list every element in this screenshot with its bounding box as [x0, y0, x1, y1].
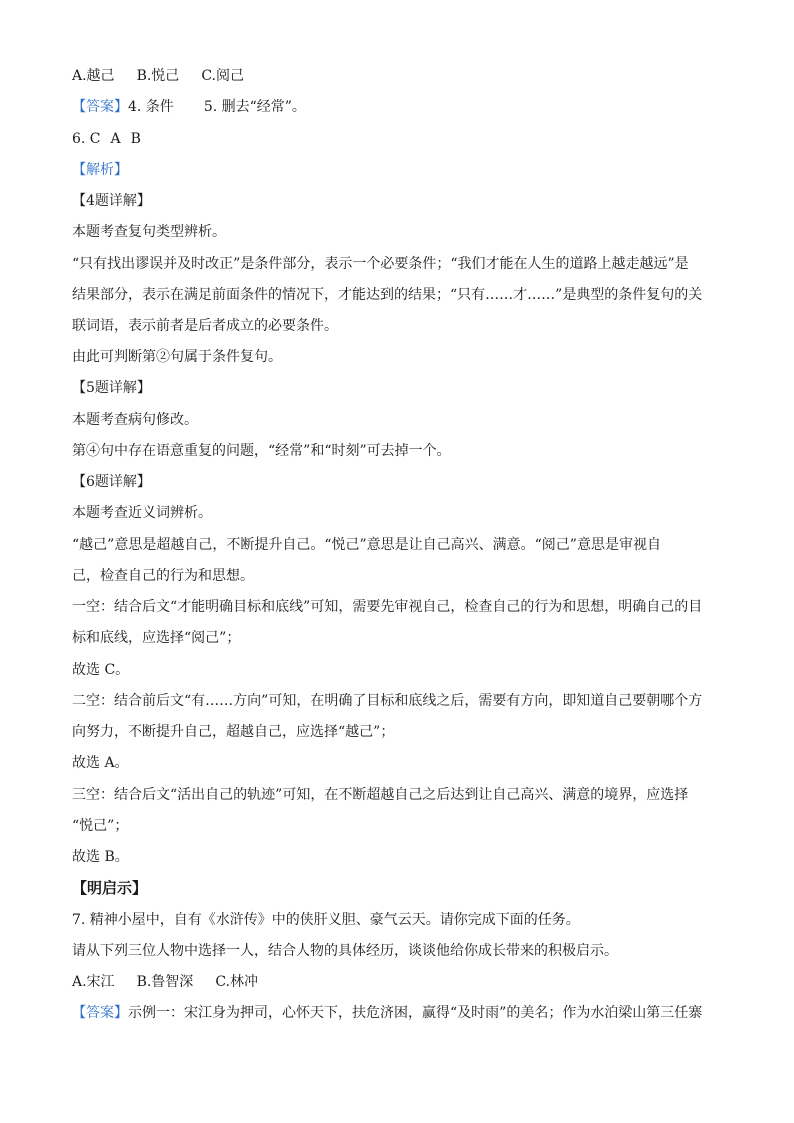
paragraph-line: 一空：结合后文“才能明确目标和底线”可知，需要先审视自己，检查自己的行为和思想，明确自己的目 — [72, 599, 703, 615]
option-b: B.鲁智深 — [136, 974, 194, 990]
option-c: C.阅己 — [201, 68, 244, 84]
option-c: C.林冲 — [215, 974, 258, 990]
paragraph-line: 本题考查复句类型辨析。 — [72, 224, 226, 240]
question-7-prompt: 请从下列三位人物中选择一人，结合人物的具体经历，谈谈他给你成长带来的积极启示。 — [72, 943, 618, 959]
paragraph-line: 标和底线，应选择“阅己”； — [72, 630, 241, 646]
paragraph-line: 故选 A。 — [72, 755, 129, 771]
options-line-1 — [72, 66, 732, 86]
paragraph-line: 三空：结合后文“活出自己的轨迹”可知，在不断超越自己之后达到让自己高兴、满意的境界，应选择 — [72, 787, 689, 803]
paragraph-line: 由此可判断第②句属于条件复句。 — [72, 349, 282, 365]
paragraph-line: 本题考查病句修改。 — [72, 412, 198, 428]
answer-6-2: A — [110, 131, 121, 147]
paragraph-line: 故选 B。 — [72, 849, 129, 865]
answer-6-1: 6. C — [72, 131, 101, 147]
paragraph-line: “只有找出谬误并及时改正”是条件部分，表示一个必要条件；“我们才能在人生的道路上越走越远”是 — [72, 256, 689, 272]
answer-7-text: 示例一：宋江身为押司，心怀天下，扶危济困，赢得“及时雨”的美名；作为水泊梁山第三任寨 — [128, 1005, 703, 1021]
paragraph-line: 己，检查自己的行为和思想。 — [72, 568, 254, 584]
answer-4: 4. 条件 — [128, 99, 174, 115]
option-a: A.越己 — [72, 68, 115, 84]
options-line-2 — [72, 972, 732, 992]
answer-5: 5. 删去“经常”。 — [203, 99, 306, 115]
paragraph-line: 故选 C。 — [72, 662, 130, 678]
paragraph-line: 二空：结合前后文“有……方向”可知，在明确了目标和底线之后，需要有方向，即知道自己要朝哪个方 — [72, 693, 703, 709]
answer-line-1 — [72, 97, 732, 117]
question-7: 7. 精神小屋中，自有《水浒传》中的侠肝义胆、豪气云天。请你完成下面的任务。 — [72, 912, 580, 928]
option-a: A.宋江 — [72, 974, 115, 990]
answer-6-3: B — [130, 131, 141, 147]
answer-line-3 — [72, 1003, 732, 1023]
paragraph-line: 联词语，表示前者是后者成立的必要条件。 — [72, 318, 338, 334]
paragraph-line: 结果部分，表示在满足前面条件的情况下，才能达到的结果；“只有……才……”是典型的条件复句的关 — [72, 287, 703, 303]
q5-heading: 【5题详解】 — [72, 380, 151, 396]
paragraph-line: 本题考查近义词辨析。 — [72, 505, 212, 521]
paragraph-line: “越己”意思是超越自己，不断提升自己。“悦己”意思是让自己高兴、满意。“阅己”意思是审视自 — [72, 537, 661, 553]
analysis-tag: 【解析】 — [72, 162, 128, 178]
paragraph-line: 第④句中存在语意重复的问题，“经常”和“时刻”可去掉一个。 — [72, 443, 451, 459]
paragraph-line: 向努力，不断提升自己，超越自己，应选择“越己”； — [72, 724, 395, 740]
q6-heading: 【6题详解】 — [72, 474, 151, 490]
answer-tag: 【答案】 — [72, 99, 128, 115]
answer-line-2 — [72, 129, 732, 149]
analysis-tag-line — [72, 160, 732, 180]
paragraph-line: “悦己”； — [72, 818, 129, 834]
answer-tag: 【答案】 — [72, 1005, 128, 1021]
option-b: B.悦己 — [136, 68, 180, 84]
section-heading: 【明启示】 — [72, 879, 148, 897]
q4-heading: 【4题详解】 — [72, 193, 151, 209]
